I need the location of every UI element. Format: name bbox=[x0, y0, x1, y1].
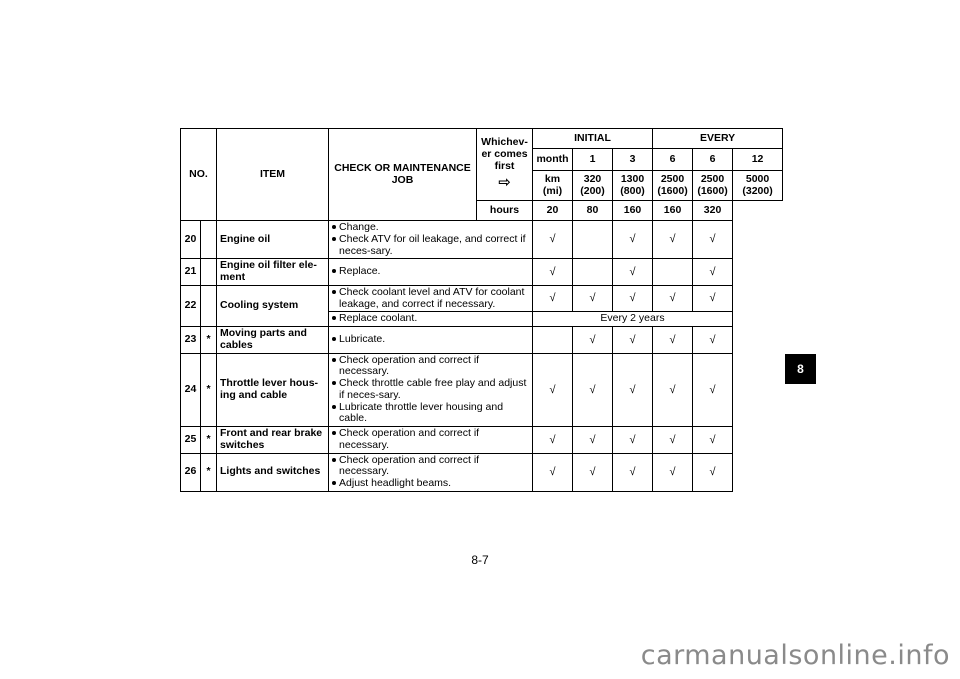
job-item: Check operation and correct if necessary. bbox=[332, 455, 529, 479]
job-item: Check operation and correct if necessary. bbox=[332, 428, 529, 452]
header-unit-value: 6 bbox=[653, 149, 693, 171]
header-job: CHECK OR MAINTENANCE JOB bbox=[329, 129, 477, 221]
check-mark: √ bbox=[533, 285, 573, 312]
check-mark: √ bbox=[573, 427, 613, 454]
header-no: NO. bbox=[181, 129, 217, 221]
check-mark: √ bbox=[653, 221, 693, 259]
check-mark: √ bbox=[573, 353, 613, 427]
job-item: Check coolant level and ATV for coolant leakage, and correct if necessary. bbox=[332, 287, 529, 311]
check-mark: √ bbox=[693, 259, 733, 286]
check-mark: √ bbox=[573, 327, 613, 354]
job-list bbox=[332, 313, 529, 325]
row-job bbox=[329, 327, 533, 354]
check-mark: √ bbox=[693, 453, 733, 491]
check-mark: √ bbox=[613, 221, 653, 259]
header-unit-label: hours bbox=[477, 201, 533, 221]
empty-cell bbox=[533, 327, 573, 354]
empty-cell bbox=[573, 259, 613, 286]
row-number: 25 bbox=[181, 427, 201, 454]
header-unit-value: 2500 (1600) bbox=[653, 171, 693, 201]
table-row bbox=[181, 221, 783, 259]
row-item: Front and rear brake switches bbox=[217, 427, 329, 454]
header-unit-value: 320 bbox=[693, 201, 733, 221]
table-row bbox=[181, 327, 783, 354]
check-mark: √ bbox=[533, 453, 573, 491]
check-mark: √ bbox=[533, 427, 573, 454]
check-mark: √ bbox=[693, 285, 733, 312]
header-unit-value: 5000 (3200) bbox=[733, 171, 783, 201]
row-item: Cooling system bbox=[217, 285, 329, 326]
header-whichever-label: Whichev-er comes first bbox=[481, 136, 528, 172]
row-job bbox=[329, 353, 533, 427]
table-body bbox=[181, 221, 783, 492]
table-row bbox=[181, 259, 783, 286]
table-row bbox=[181, 453, 783, 491]
check-mark: √ bbox=[693, 427, 733, 454]
job-list bbox=[332, 266, 529, 278]
check-mark: √ bbox=[653, 327, 693, 354]
header-unit-value: 80 bbox=[573, 201, 613, 221]
check-mark: √ bbox=[653, 353, 693, 427]
job-item: Change. bbox=[332, 222, 529, 234]
header-whichever bbox=[477, 129, 533, 201]
row-item: Throttle lever hous-ing and cable bbox=[217, 353, 329, 427]
table-header bbox=[181, 129, 783, 221]
check-mark: √ bbox=[573, 453, 613, 491]
row-star: * bbox=[201, 327, 217, 354]
check-mark: √ bbox=[613, 453, 653, 491]
row-star bbox=[201, 221, 217, 259]
interval-text: Every 2 years bbox=[533, 312, 733, 327]
header-unit-value: 1300 (800) bbox=[613, 171, 653, 201]
job-item: Check operation and correct if necessary. bbox=[332, 355, 529, 379]
header-every: EVERY bbox=[653, 129, 783, 149]
check-mark: √ bbox=[653, 427, 693, 454]
row-job bbox=[329, 312, 533, 327]
row-job bbox=[329, 453, 533, 491]
section-tab: 8 bbox=[785, 354, 816, 384]
header-unit-value: 6 bbox=[693, 149, 733, 171]
table-row bbox=[181, 285, 783, 312]
row-job bbox=[329, 427, 533, 454]
row-number: 26 bbox=[181, 453, 201, 491]
page-number: 8-7 bbox=[471, 553, 489, 567]
watermark: carmanualsonline.info bbox=[640, 640, 950, 671]
header-unit-value: 160 bbox=[653, 201, 693, 221]
check-mark: √ bbox=[533, 221, 573, 259]
empty-cell bbox=[573, 221, 613, 259]
check-mark: √ bbox=[613, 285, 653, 312]
job-item: Adjust headlight beams. bbox=[332, 478, 529, 490]
row-item: Engine oil filter ele-ment bbox=[217, 259, 329, 286]
check-mark: √ bbox=[653, 285, 693, 312]
header-unit-value: 2500 (1600) bbox=[693, 171, 733, 201]
row-item: Lights and switches bbox=[217, 453, 329, 491]
header-unit-label: km (mi) bbox=[533, 171, 573, 201]
header-item: ITEM bbox=[217, 129, 329, 221]
row-item: Engine oil bbox=[217, 221, 329, 259]
job-list bbox=[332, 428, 529, 452]
empty-cell bbox=[653, 259, 693, 286]
job-item: Check throttle cable free play and adjust if neces-sary. bbox=[332, 378, 529, 402]
check-mark: √ bbox=[613, 427, 653, 454]
check-mark: √ bbox=[613, 353, 653, 427]
row-job bbox=[329, 259, 533, 286]
check-mark: √ bbox=[533, 353, 573, 427]
row-number: 23 bbox=[181, 327, 201, 354]
row-star bbox=[201, 285, 217, 326]
maintenance-table bbox=[180, 128, 783, 492]
header-unit-value: 3 bbox=[613, 149, 653, 171]
check-mark: √ bbox=[693, 221, 733, 259]
header-unit-value: 12 bbox=[733, 149, 783, 171]
row-number: 21 bbox=[181, 259, 201, 286]
row-number: 22 bbox=[181, 285, 201, 326]
table-row bbox=[181, 353, 783, 427]
header-unit-value: 160 bbox=[613, 201, 653, 221]
check-mark: √ bbox=[573, 285, 613, 312]
job-list bbox=[332, 222, 529, 257]
row-job bbox=[329, 285, 533, 312]
job-item: Lubricate. bbox=[332, 334, 529, 346]
check-mark: √ bbox=[533, 259, 573, 286]
job-list bbox=[332, 455, 529, 490]
check-mark: √ bbox=[613, 327, 653, 354]
row-item: Moving parts and cables bbox=[217, 327, 329, 354]
job-item: Replace coolant. bbox=[332, 313, 529, 325]
row-star: * bbox=[201, 453, 217, 491]
row-star bbox=[201, 259, 217, 286]
check-mark: √ bbox=[613, 259, 653, 286]
row-star: * bbox=[201, 427, 217, 454]
table-row bbox=[181, 427, 783, 454]
row-job bbox=[329, 221, 533, 259]
job-list bbox=[332, 334, 529, 346]
job-item: Lubricate throttle lever housing and cable. bbox=[332, 402, 529, 426]
check-mark: √ bbox=[693, 353, 733, 427]
header-unit-value: 20 bbox=[533, 201, 573, 221]
job-item: Replace. bbox=[332, 266, 529, 278]
check-mark: √ bbox=[693, 327, 733, 354]
row-number: 20 bbox=[181, 221, 201, 259]
header-unit-value: 1 bbox=[573, 149, 613, 171]
row-number: 24 bbox=[181, 353, 201, 427]
header-unit-value: 320 (200) bbox=[573, 171, 613, 201]
job-list bbox=[332, 287, 529, 311]
arrow-right-icon: ⇨ bbox=[498, 173, 511, 191]
check-mark: √ bbox=[653, 453, 693, 491]
header-initial: INITIAL bbox=[533, 129, 653, 149]
header-unit-label: month bbox=[533, 149, 573, 171]
job-item: Check ATV for oil leakage, and correct if neces-sary. bbox=[332, 234, 529, 258]
row-star: * bbox=[201, 353, 217, 427]
job-list bbox=[332, 355, 529, 426]
